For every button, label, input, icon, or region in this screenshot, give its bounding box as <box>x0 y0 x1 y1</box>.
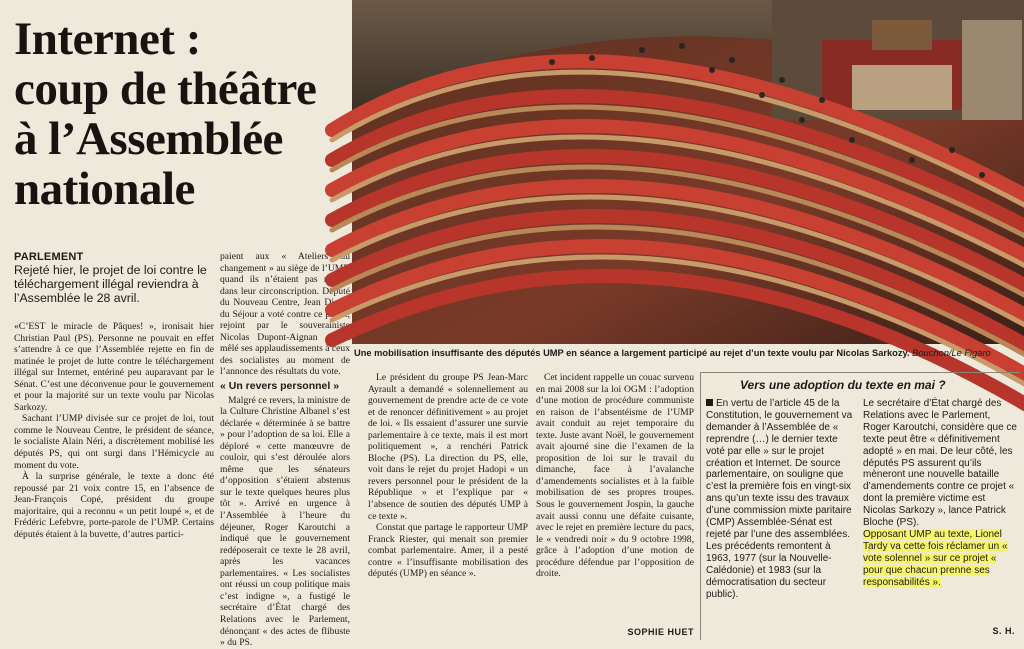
article-column-1 <box>14 321 214 641</box>
paragraph: À la surprise générale, le texte a donc été repoussé par 21 voix contre 15, en l’absence de Jean-François Copé, président du groupe majoritaire, qui a reconnu « un petit loupé », et de Frédéric Lefebvre, porte-parole de l’UMP. Certains députés étaient à la buvette, d’autres partici- <box>14 471 214 540</box>
paragraph: Le président du groupe PS Jean-Marc Ayrault a demandé « solennellement au gouvernement de prendre acte de ce vote et de renoncer définitivement » au projet de loi. « Ils essaient d’assurer une survie parlementaire à ce texte, mais il est mort politiquement », a renchéri Patrick Bloche (PS). La direction du PS, elle, voit dans le rejet du projet Hadopi « un revers personnel pour le président de la République » et l’explique par « l’absence de soutien des députés UMP à ce texte ». <box>368 372 528 522</box>
box-paragraph: Le secrétaire d’État chargé des Relations avec le Parlement, Roger Karoutchi, considère que ce texte peut être « définitivement adopté » en mai. De leur côté, les députés PS assurent qu’ils mèneront une nouvelle bataille d’amendements contre ce projet « dont la première victime est Nicolas Sarkozy », lance Patrick Bloche (PS). <box>863 398 1017 529</box>
author-signature: SOPHIE HUET <box>627 627 694 637</box>
article-column-3 <box>368 372 528 637</box>
caption-text: Une mobilisation insuffisante des députés UMP en séance a largement participé au rejet d’un texte voulu par Nicolas Sarkozy. <box>354 348 910 358</box>
paragraph: Cet incident rappelle un couac survenu en mai 2008 sur la loi OGM : l’adoption d’une motion de procédure communiste en raison de l’absentéisme de l’UMP avait conduit au rejet temporaire du texte. Juste avant Noël, le gouvernement avait ajourné sine die l’examen de la proposition de loi sur le travail du dimanche, face à l’avalanche d’amendements socialistes et à la faible mobilisation de ses propres troupes. Sous le gouvernement Jospin, la gauche avait aussi connu une défaite cuisante, avec le rejet en première lecture du pacs, le « vendredi noir » du 9 octobre 1998, grâce à l’adoption d’une motion de procédure défendue par l’opposition de droite. <box>536 372 694 580</box>
bullet-square-icon <box>706 399 713 406</box>
box-column-1 <box>706 398 858 638</box>
photo-credit: Bouchon/Le Figaro <box>912 348 991 358</box>
hemicycle-image <box>352 0 1024 344</box>
box-rule <box>700 372 1020 373</box>
box-paragraph <box>863 529 1019 589</box>
headline-line-3: à l’Assemblée <box>14 113 283 165</box>
box-title: Vers une adoption du texte en mai ? <box>740 378 946 392</box>
headline-line-2: coup de théâtre <box>14 63 317 115</box>
article-column-4 <box>536 372 694 627</box>
standfirst: Rejeté hier, le projet de loi contre le téléchargement illégal reviendra à l’Assemblée le 28 avril. <box>14 263 207 305</box>
box-paragraph: Les précédents remontent à 1963, 1977 (sur la Nouvelle-Calédonie) et 1983 (sur la démocratisation du secteur public). <box>706 540 832 600</box>
headline-line-4: nationale <box>14 163 195 215</box>
photo-caption <box>354 348 1022 358</box>
paragraph: paient aux « Ateliers du changement » au siège de l’UMP, quand ils n’étaient pas rentrés dans leur circonscription. Député du Nouveau Centre, Jean Dionis du Séjour a voté contre ce projet, rejoint par le souverainiste Nicolas Dupont-Aignan qui a mêlé ses applaudissements à ceux des socialistes au moment de l’annonce des résultats du vote. <box>220 251 351 378</box>
assembly-photo <box>352 0 1024 344</box>
box-signature: S. H. <box>992 626 1015 636</box>
highlighted-text: Opposant UMP au texte, Lionel Tardy va cette fois réclamer un « vote solennel » sur ce projet « pour que chacun prenne ses responsabilités ». <box>863 528 1008 588</box>
paragraph: Sachant l’UMP divisée sur ce projet de loi, tout comme le Nouveau Centre, le président de séance, le socialiste Alain Néri, a discrètement mobilisé les députés PS, qui ont surgi dans l’Hémicycle au moment du vote. <box>14 413 214 471</box>
headline-line-1: Internet : <box>14 13 201 65</box>
paragraph: «C’EST le miracle de Pâques! », ironisait hier Christian Paul (PS). Personne ne pouvait en effet s’attendre à ce que l’Assemblée rejette en fin de matinée le projet de lutte contre le téléchargement illégal sur Internet, entériné peu auparavant par le Sénat. C’est une déconvenue pour le gouvernement et pour la majorité sur un texte voulu par Nicolas Sarkozy. <box>14 321 214 413</box>
paragraph: Constat que partage le rapporteur UMP Franck Riester, qui menait son premier combat parlementaire. Amer, il a pesté contre « l’insuffisante mobilisation des députés (UMP) en séance ». <box>368 522 528 580</box>
section-kicker: PARLEMENT <box>14 251 84 263</box>
subhead: « Un revers personnel » <box>220 380 340 393</box>
paragraph: Malgré ce revers, la ministre de la Culture Christine Albanel s’est déclarée « déterminée à se battre » pour l’adoption de sa loi. Elle a déploré « cette manœuvre de couloir, qui s’est déroulée alors même que les sénateurs d’opposition s’étaient abstenus sur le texte quelques heures plus tôt ». Arrivé en urgence à l’Assemblée à l’heure du déjeuner, Roger Karoutchi a indiqué que le gouvernement redéposerait ce texte le 28 avril, après les vacances parlementaires. « Les socialistes ont réussi un coup politique mais c’est indigne », a fustigé le secrétaire d’État chargé des Relations avec le Parlement, dénonçant « des actes de flibuste » du PS. <box>220 394 350 649</box>
headline <box>14 14 350 214</box>
box-paragraph: En vertu de l’article 45 de la Constitution, le gouvernement va demander à l’Assemblée de « reprendre (…) le dernier texte voté par elle » sur le projet création et Internet. De source parlementaire, on souligne que c’est la première fois en vingt-six ans qu’un texte issu des travaux d’une commission mixte paritaire (CMP) Assemblée-Sénat est rejeté par l’une des assemblées. <box>706 398 853 540</box>
box-column-2 <box>863 398 1019 638</box>
